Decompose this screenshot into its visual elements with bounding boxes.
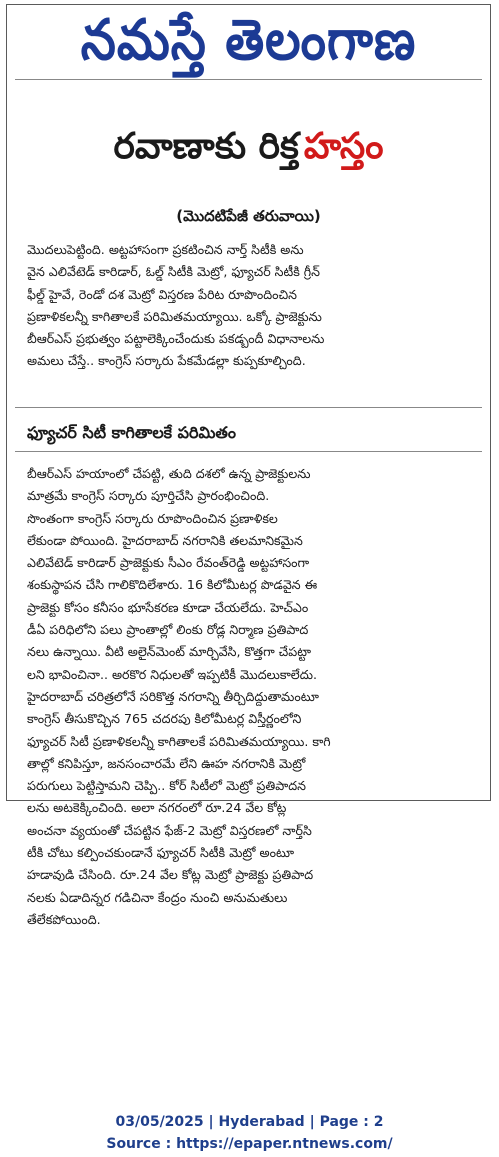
text-line: టీకి చోటు కల్పించకుండానే ఫ్యూచర్ సిటీకి మెట్రో అంటూ xyxy=(27,845,295,861)
masthead xyxy=(7,9,490,71)
text-line: బీఆర్ఎస్ హయాంలో చేపట్టి, తుది దశలో ఉన్న ప్రాజెక్టులను xyxy=(27,466,311,481)
text-line: శంకుస్థాపన చేసి గాలికొదిలేశారు. 16 కిలోమీటర్ల పొడవైన ఈ xyxy=(27,577,318,593)
section-heading: ఫ్యూచర్ సిటీ కాగితాలకే పరిమితం xyxy=(27,423,236,442)
section-divider-top xyxy=(15,407,482,408)
text-line: తాల్లో కనిపిస్తూ, జనసంచారమే లేని ఊహ నగరానికి మెట్రో xyxy=(27,755,306,771)
text-line: లేకుండా పోయింది. హైదరాబాద్ నగరానికి తలమానికమైన xyxy=(27,532,303,548)
text-line: హైదరాబాద్ చరిత్రలోనే సరికొత్త నగరాన్ని తీర్చిదిద్దుతామంటూ xyxy=(27,688,319,704)
text-line: వైన ఎలివేటెడ్ కారిడార్, ఓల్డ్ సిటీకి మెట్రో, ఫ్యూచర్ సిటీకి గ్రీన్ xyxy=(27,264,320,280)
text-line: అమలు చేస్తే.. కాంగ్రెస్ సర్కారు పేకమేడల్లా కుప్పకూల్చింది. xyxy=(27,353,306,369)
text-line: హడావుడి చేసింది. రూ.24 వేల కోట్ల మెట్రో ప్రాజెక్టు ప్రతిపాద xyxy=(27,867,314,883)
text-line: ప్రాజెక్టు కోసం కనీసం భూసేకరణ కూడా చేయలేదు. హెచ్ఎం xyxy=(27,599,309,615)
headline-part1: రవాణాకు రిక్త xyxy=(113,126,299,167)
text-line: ఎలివేటెడ్ కారిడార్ ప్రాజెక్టుకు సీఎం రేవంత్‌రెడ్డి అట్టహాసంగా xyxy=(27,555,310,571)
masthead-title: నమస్తే తెలంగాణ xyxy=(80,7,417,73)
text-line: లను అటకెక్కించింది. అలా నగరంలో రూ.24 వేల కోట్ల xyxy=(27,800,287,816)
clipping-frame xyxy=(6,4,491,927)
section-divider-bottom xyxy=(15,451,482,452)
paragraph-2 xyxy=(27,463,479,931)
text-line: తేలేకపోయింది. xyxy=(27,911,101,927)
footer-source: Source : https://epaper.ntnews.com/ xyxy=(106,1136,393,1152)
text-line: ఫీల్డ్ హైవే, రెండో దశ మెట్రో విస్తరణ పేరిట రూపొందించిన xyxy=(27,286,297,302)
headline-part2: హస్తం xyxy=(303,126,384,167)
text-line: ప్రణాళికలన్నీ కాగితాలకే పరిమితమయ్యాయి. ఒక్కో ప్రాజెక్టును xyxy=(27,308,322,324)
continuation-note: (మొదటిపేజీ తరువాయి) xyxy=(176,207,321,225)
text-line: నలు ఉన్నాయి. వీటి అలైన్‌మెంట్ మార్చివేసి, కొత్తగా చేపట్టా xyxy=(27,644,311,660)
masthead-divider xyxy=(15,79,482,80)
text-line: డీఏ పరిధిలోని పలు ప్రాంతాల్లో లింకు రోడ్ల నిర్మాణ ప్రతిపాద xyxy=(27,622,309,638)
text-line: నలకు ఏడాదిన్నర గడిచినా కేంద్రం నుంచి అనుమతులు xyxy=(27,889,288,905)
text-line: బీఆర్ఎస్ ప్రభుత్వం పట్టాలెక్కించేందుకు పకడ్బందీ విధానాలను xyxy=(27,331,325,347)
text-line: మొదలుపెట్టింది. అట్టహాసంగా ప్రకటించిన నార్త్ సిటీకి అను xyxy=(27,242,304,257)
headline xyxy=(7,123,490,171)
text-line: మాత్రమే కాంగ్రెస్ సర్కారు పూర్తిచేసి ప్రారంభించింది. xyxy=(27,488,270,504)
text-line: ఫ్యూచర్ సిటీ ప్రణాళికలన్నీ కాగితాలకే పరిమితమయ్యాయి. కాగి xyxy=(27,733,331,749)
text-line: పరుగులు పెట్టిస్తామని చెప్పి.. కోర్ సిటీలో మెట్రో ప్రతిపాదన xyxy=(27,778,306,794)
text-line: అంచనా వ్యయంతో చేపట్టిన ఫేజ్-2 మెట్రో విస్తరణలో నార్త్‌సి xyxy=(27,822,312,838)
footer-date-edition: 03/05/2025 | Hyderabad | Page : 2 xyxy=(115,1114,384,1130)
text-line: కాంగ్రెస్ తీసుకొచ్చిన 765 చదరపు కిలోమీటర్ల విస్తీర్ణంలోని xyxy=(27,711,302,727)
paragraph-1 xyxy=(27,239,479,373)
text-line: సొంతంగా కాంగ్రెస్ సర్కారు రూపొందించిన ప్రణాళికల xyxy=(27,510,278,526)
text-line: లని భావించినా.. అరకొర నిధులతో ఇప్పటికీ మొదలుకాలేదు. xyxy=(27,666,317,682)
